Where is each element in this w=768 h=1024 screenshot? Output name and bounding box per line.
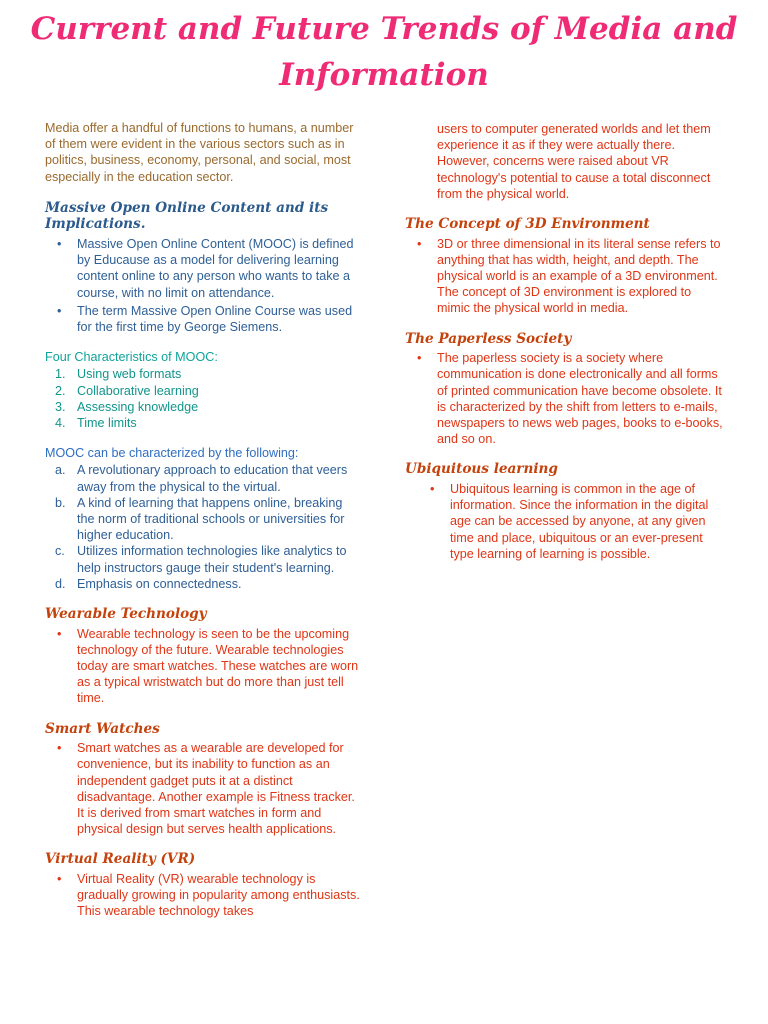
- list-item: [45, 626, 363, 707]
- characteristics-list: [45, 366, 363, 431]
- list-item-text: Massive Open Online Content (MOOC) is defined by Educause as a model for delivering learning content online to any person who wants to take a course, with no limit on attendance.: [77, 237, 354, 300]
- list-item: [45, 236, 363, 301]
- left-column: [45, 120, 363, 920]
- smartwatches-section: [45, 721, 363, 838]
- characterized-list: [45, 462, 363, 592]
- list-item: [45, 576, 363, 592]
- vr-list: [45, 871, 363, 920]
- list-item-text: Using web formats: [77, 367, 182, 382]
- list-marker: c.: [55, 544, 65, 559]
- list-item-text: Virtual Reality (VR) wearable technology is gradually growing in popularity among enthusiasts. This wearable technology takes: [77, 872, 360, 919]
- env3d-section: [405, 216, 725, 317]
- wearable-section: [45, 606, 363, 707]
- intro-paragraph: Media offer a handful of functions to humans, a number of them were evident in the various sectors such as in politics, business, economy, personal, and social, most especially in the education sector.: [45, 121, 354, 184]
- list-item: [45, 366, 363, 382]
- list-item-text: Ubiquitous learning is common in the age of information. Since the information in the digital age can be accessed by anyone, at any given time and place, ubiquitous or an ever-present type learning of learning is possible.: [450, 482, 709, 561]
- env3d-list: [405, 236, 725, 317]
- bullet-icon: •: [417, 351, 422, 366]
- title-line-2: Information: [279, 57, 489, 93]
- vr-continued-text: users to computer generated worlds and let them experience it as if they were actually there. However, concerns were raised about VR technology's potential to cause a total disconnect from the physical world.: [437, 122, 711, 201]
- characterized-section: [45, 445, 363, 592]
- list-item-text: Wearable technology is seen to be the upcoming technology of the future. Wearable technologies today are smart watches. These watches are worn as a typical wristwatch but do more than just tell time.: [77, 626, 359, 706]
- ubiquitous-heading: Ubiquitous learning: [405, 461, 558, 478]
- list-item: [45, 543, 363, 575]
- list-item-text: Time limits: [77, 416, 137, 431]
- list-item-text: A kind of learning that happens online, breaking the norm of traditional schools or universities for higher education.: [77, 495, 345, 543]
- title-line-1: Current and Future Trends of Media and: [30, 11, 738, 47]
- vr-heading: Virtual Reality (VR): [45, 851, 196, 868]
- list-marker: 2.: [55, 383, 66, 398]
- list-item: [405, 350, 725, 447]
- list-item: [405, 236, 725, 317]
- list-item-text: Utilizes information technologies like analytics to help instructors gauge their student's learning.: [77, 544, 347, 575]
- bullet-icon: •: [57, 303, 62, 318]
- wearable-heading: Wearable Technology: [45, 606, 207, 623]
- env3d-heading: The Concept of 3D Environment: [405, 216, 650, 233]
- bullet-icon: •: [57, 626, 62, 641]
- list-item: [45, 871, 363, 920]
- list-item-text: Smart watches as a wearable are developed for convenience, but its inability to function as an independent gadget puts it at a distinct disadvantage. Another example is Fitness tracker. It is derived from smart watches in form and physical design but serves health applications.: [77, 741, 355, 837]
- list-item: [45, 415, 363, 431]
- list-item: [45, 303, 363, 335]
- ubiquitous-list: [405, 481, 725, 562]
- list-item: [45, 399, 363, 415]
- bullet-icon: •: [430, 482, 435, 497]
- list-marker: 1.: [55, 367, 66, 382]
- list-item: [45, 383, 363, 399]
- list-marker: a.: [55, 463, 66, 478]
- list-item-text: 3D or three dimensional in its literal sense refers to anything that has width, height, and depth. The physical world is an example of a 3D environment. The concept of 3D environment is explored to mimic the physical world in media.: [437, 236, 721, 316]
- smartwatches-list: [45, 740, 363, 837]
- vr-section: [45, 851, 363, 919]
- list-marker: 3.: [55, 399, 66, 414]
- bullet-icon: •: [417, 236, 422, 251]
- list-item-text: The term Massive Open Online Course was used for the first time by George Siemens.: [77, 303, 353, 335]
- paperless-heading: The Paperless Society: [405, 330, 572, 347]
- ubiquitous-section: [405, 461, 725, 562]
- mooc-section: [45, 200, 363, 335]
- bullet-icon: •: [57, 741, 62, 756]
- list-marker: b.: [55, 495, 66, 510]
- mooc-heading: Massive Open Online Content and its Implications.: [45, 199, 329, 233]
- list-item-text: Collaborative learning: [77, 383, 199, 398]
- mooc-list: [45, 236, 363, 335]
- list-item-text: A revolutionary approach to education that veers away from the physical to the virtual.: [77, 463, 348, 494]
- list-marker: 4.: [55, 416, 66, 431]
- list-item: [45, 462, 363, 494]
- list-marker: d.: [55, 576, 66, 591]
- smartwatches-heading: Smart Watches: [45, 720, 160, 737]
- document-title: [0, 6, 768, 98]
- characterized-heading: MOOC can be characterized by the following:: [45, 446, 299, 461]
- list-item: [45, 740, 363, 837]
- characteristics-heading: Four Characteristics of MOOC:: [45, 350, 218, 365]
- paperless-list: [405, 350, 725, 447]
- list-item-text: Emphasis on connectedness.: [77, 576, 242, 591]
- bullet-icon: •: [57, 237, 62, 251]
- paperless-section: [405, 331, 725, 448]
- right-column: [405, 121, 725, 562]
- list-item: [45, 495, 363, 544]
- list-item-text: Assessing knowledge: [77, 399, 199, 414]
- bullet-icon: •: [57, 872, 62, 887]
- characteristics-section: [45, 349, 363, 431]
- wearable-list: [45, 626, 363, 707]
- list-item: [405, 481, 725, 562]
- list-item-text: The paperless society is a society where communication is done electronically and all forms of printed communication have become obsolete. It is characterized by the shift from letters to e-mails, newspapers to news web pages, books to e-books, and so on.: [437, 351, 723, 447]
